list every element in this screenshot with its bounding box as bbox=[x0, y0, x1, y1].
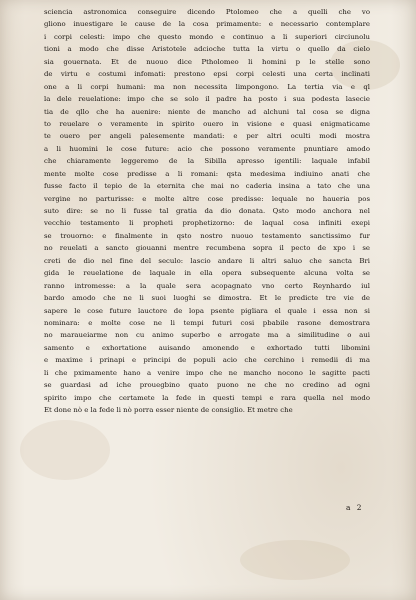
text-line: Et done nò e la fede li nò porra esser niente de consiglio. Et metre che bbox=[44, 406, 293, 414]
text-line: e maxime i prinapi e principi de populi acio che cerchino i remedii di ma bbox=[44, 356, 370, 365]
text-line: i corpi celesti: impo che questo mondo e continuo a li superiori circiunolu bbox=[44, 32, 370, 41]
text-line: sia gouernata. Et de nuouo dice Ptholomeo li homini p le stelle sono bbox=[44, 57, 370, 66]
text-line: a li huomini le cose future: acio che possono veramente pnuntiare amodo bbox=[44, 144, 370, 153]
signature-mark: a 2 bbox=[346, 503, 364, 512]
text-line: no maraueiarme non cu animo superbo e arrogate ma a similitudine o aui bbox=[44, 331, 370, 340]
paper-stain bbox=[240, 540, 350, 580]
text-line: te ouero per angeli palesemente mandati: e per altri oculti modi mostra bbox=[44, 132, 370, 141]
text-line: de virtu e costumi infomati: prestono epsi corpi celesti una certa inclinati bbox=[44, 70, 370, 79]
text-line: fusse facto il tepio de la eternita che mai no caderia insina a tato che una bbox=[44, 182, 370, 191]
text-line: li che pximamente hano a venire impo che ne mancho nocono le sagitte pacti bbox=[44, 368, 370, 377]
text-line: ranno intromesse: a la quale sera acopagnato vno certo Reynhardo iul bbox=[44, 281, 370, 290]
text-line: vecchio testamento li propheti prophetizorno: de laqual cosa infiniti exepi bbox=[44, 219, 370, 228]
text-line: suto dire: se no li fusse tal gratia da dio donata. Qsto modo anchora nel bbox=[44, 207, 370, 215]
text-line: no reuelati a sancto giouanni mentre recumbena sopra il pecto de xpo i se bbox=[44, 244, 370, 253]
text-line: nominara: e molte cose ne li tempi futuri cosi pbabile rasone demostrara bbox=[44, 318, 370, 327]
text-line: vergine no parturisse: e molte altre cose predisse: lequale no haueria pos bbox=[44, 194, 370, 203]
text-line: samento e exhortatione auisando amonendo e exhortado tutti libomini bbox=[44, 343, 370, 352]
text-line: to reuelare o veramente in spirito ouero in visione e quasi enigmaticame bbox=[44, 119, 370, 128]
text-line: se trouorno: e finalmente in qsto nostro nuouo testamento sanctissimo fur bbox=[44, 231, 370, 240]
text-line: gida le reuelatione de laquale in ella opera subsequente alcuna volta se bbox=[44, 269, 370, 278]
text-line: che chiaramente leggeremo de la Sibilla apresso igentili: laquale infabil bbox=[44, 157, 370, 166]
text-line: spirito impo che certamete la fede in questi tempi e rara quella nel modo bbox=[44, 393, 370, 402]
text-line: tioni a modo che disse Aristotele adcioche tutta la virtu o quello da cielo bbox=[44, 45, 370, 54]
text-line: la dele reuelatione: impo che se solo il padre ha posto i sua podesta lasecie bbox=[44, 95, 370, 104]
paper-stain bbox=[20, 420, 110, 480]
text-line: creti de dio nel fine del seculo: lascio andare li altri saluo che sancta Bri bbox=[44, 256, 370, 265]
text-line: bardo amodo che ne li suoi luoghi se dimostra. Et le predicte tre vie de bbox=[44, 294, 370, 303]
text-line: gliono inuestigare le cause de la cosa primamente: e necessario contemplare bbox=[44, 20, 370, 29]
text-line: sapere le cose future lauctore de lopa psente pigliara el quale i essa non si bbox=[44, 306, 370, 315]
text-block bbox=[44, 6, 370, 416]
text-line: mente molte cose predisse a li romani: qsta medesima indiuino anati che bbox=[44, 169, 370, 178]
text-line: sciencia astronomica conseguire dicendo Ptolomeo che a quelli che vo bbox=[44, 8, 370, 16]
text-line: se guardasi ad iche prouegbino quato puono ne che no credino ad ogni bbox=[44, 381, 370, 390]
text-line: tia de qllo che ha auenire: niente de mancho ad alchuni tal cosa se digna bbox=[44, 107, 370, 116]
text-line: one a li corpi humani: ma non necessita limpongono. La tertia via e ql bbox=[44, 82, 370, 91]
